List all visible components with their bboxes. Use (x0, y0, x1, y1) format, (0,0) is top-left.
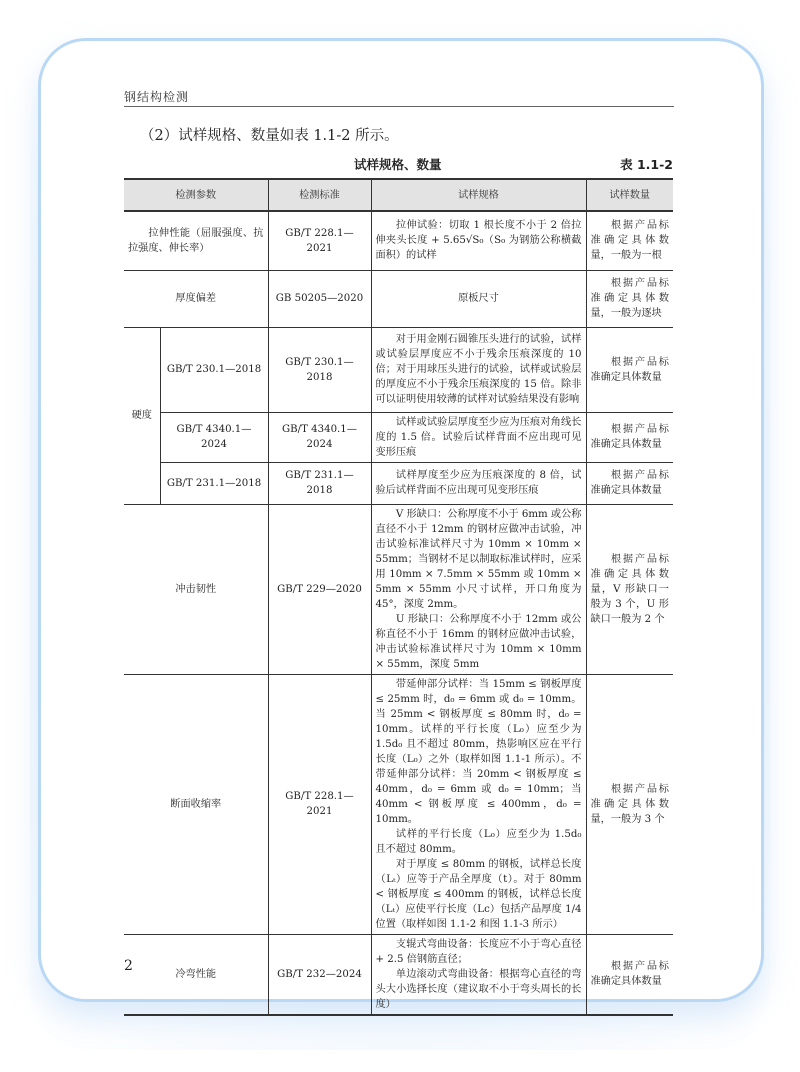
spec-cell (371, 674, 586, 934)
page-number: 2 (124, 958, 133, 974)
param-cell: 硬度 (124, 327, 160, 504)
spec-text: 试样厚度至少应为压痕深度的 8 倍，试验后试样背面不应出现可见变形压痕 (375, 470, 582, 496)
spec-text: 试样的平行长度（L₀）应至少为 1.5d₀ 且不超过 80mm。 (375, 828, 582, 855)
table-row (124, 504, 673, 674)
spec-cell (371, 934, 586, 1015)
table-row (124, 934, 673, 1015)
spec-text: 对于厚度 ≤ 80mm 的钢板，试样总长度（Lₜ）应等于产品全厚度（t）。对于 80mm < 钢板厚度 ≤ 400mm 的钢板，试样总长度（Lₜ）应使平行长度（Lc）包括产品厚度 1/4 位置（取样如图 1.1-2 和图 1.1-3 所示） (375, 858, 582, 930)
qty-cell: 根据产品标准确定具体数量 (586, 934, 673, 1015)
table-header-row (124, 179, 673, 211)
table-number: 表 1.1-2 (620, 157, 673, 172)
col-header: 试样规格 (371, 179, 586, 211)
qty-cell: 根据产品标准确定具体数量，一般为 3 个 (586, 674, 673, 934)
qty-cell: 根据产品标准确定具体数量，V 形缺口一般为 3 个，U 形缺口一般为 2 个 (586, 504, 673, 674)
spec-text: V 形缺口：公称厚度不小于 6mm 或公称直径不小于 12mm 的钢材应做冲击试验，冲击试验标准试样尺寸为 10mm × 10mm × 55mm；当钢材不足以制取标准试样时，应采用 10mm × 7.5mm × 55mm 或 10mm × 5mm × 55mm 小尺寸试样，开口角度为 45°，深度 2mm。 (375, 508, 582, 610)
spec-cell (371, 504, 586, 674)
spec-text: 试样或试验层厚度至少应为压痕对角线长度的 1.5 倍。试验后试样背面不应出现可见变形压痕 (375, 416, 582, 458)
spec-cell (371, 462, 586, 504)
qty-cell: 根据产品标准确定具体数量 (586, 412, 673, 462)
param-cell: 厚度偏差 (124, 270, 268, 327)
standard-cell: GB/T 229—2020 (268, 504, 371, 674)
spec-text: 单边滚动式弯曲设备：根据弯心直径的弯头大小选择长度（建议取不小于弯头周长的长度） (375, 968, 582, 1010)
spec-text: 支辊式弯曲设备：长度应不小于弯心直径 + 2.5 倍钢筋直径； (375, 938, 582, 965)
table-row (124, 674, 673, 934)
standard-cell: GB/T 230.1—2018 (268, 327, 371, 412)
qty-cell: 根据产品标准确定具体数量 (586, 462, 673, 504)
header-rule (124, 106, 674, 107)
spec-cell (371, 327, 586, 412)
param-cell: 冲击韧性 (124, 504, 268, 674)
intro-paragraph: （2）试样规格、数量如表 1.1-2 所示。 (140, 128, 399, 144)
table-title: 试样规格、数量 (354, 157, 442, 172)
table-row (124, 462, 673, 504)
standard-cell: GB/T 232—2024 (268, 934, 371, 1015)
col-header: 检测参数 (124, 179, 268, 211)
spec-cell (371, 211, 586, 270)
sub-standard-cell: GB/T 231.1—2018 (160, 462, 268, 504)
table-row (124, 211, 673, 270)
spec-text: U 形缺口：公称厚度不小于 12mm 或公称直径不小于 16mm 的钢材应做冲击试验，冲击试验标准试样尺寸为 10mm × 10mm × 55mm，深度 5mm (375, 613, 582, 670)
param-cell: 冷弯性能 (124, 934, 268, 1015)
running-header: 钢结构检测 (124, 90, 190, 104)
col-header: 试样数量 (586, 179, 673, 211)
standard-cell: GB/T 231.1—2018 (268, 462, 371, 504)
spec-cell: 原板尺寸 (371, 270, 586, 327)
table-row (124, 327, 673, 412)
standard-cell: GB/T 228.1—2021 (268, 674, 371, 934)
table-row (124, 412, 673, 462)
sub-standard-cell: GB/T 4340.1—2024 (160, 412, 268, 462)
standard-cell: GB/T 228.1—2021 (268, 211, 371, 270)
param-cell: 拉伸性能（屈服强度、抗拉强度、伸长率） (124, 211, 268, 270)
standard-cell: GB/T 4340.1—2024 (268, 412, 371, 462)
spec-text: 对于用金刚石圆锥压头进行的试验，试样或试验层厚度应不小于残余压痕深度的 10 倍；对于用球压头进行的试验，试样或试验层的厚度应不小于残余压痕深度的 15 倍。除非可以证明使用较薄的试样对试验结果没有影响 (375, 334, 582, 405)
qty-cell: 根据产品标准确定具体数量 (586, 327, 673, 412)
specimen-table (124, 178, 673, 1016)
col-header: 检测标准 (268, 179, 371, 211)
qty-cell: 根据产品标准确定具体数量，一般为逐块 (586, 270, 673, 327)
qty-cell: 根据产品标准确定具体数量，一般为一根 (586, 211, 673, 270)
spec-text: 拉伸试验：切取 1 根长度不小于 2 倍拉伸夹头长度 + 5.65√S₀（S₀ 为钢筋公称横截面积）的试样 (375, 220, 582, 262)
sub-standard-cell: GB/T 230.1—2018 (160, 327, 268, 412)
param-cell: 断面收缩率 (124, 674, 268, 934)
table-row (124, 270, 673, 327)
standard-cell: GB 50205—2020 (268, 270, 371, 327)
spec-cell (371, 412, 586, 462)
spec-text: 带延伸部分试样：当 15mm ≤ 钢板厚度 ≤ 25mm 时，d₀ = 6mm 或 d₀ = 10mm。当 25mm < 钢板厚度 ≤ 80mm 时，d₀ = 10mm。试样的平行长度（L₀）应至少为 1.5d₀ 且不超过 80mm，热影响区应在平行长度（L₀）之外（取样如图 1.1-1 所示）。不带延伸部分试样：当 20mm < 钢板厚度 ≤ 40mm，d₀ = 6mm 或 d₀ = 10mm；当 40mm < 钢板厚度 ≤ 400mm，d₀ = 10mm。 (375, 678, 582, 825)
